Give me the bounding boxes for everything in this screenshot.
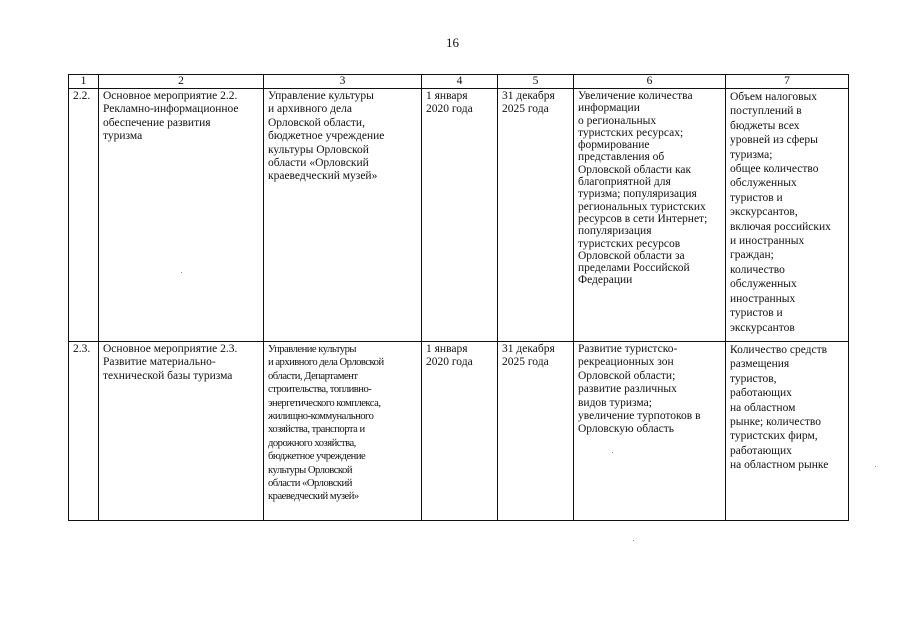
cell-text-line: туризма (103, 130, 143, 143)
cell-text-line: общее количество (730, 163, 819, 176)
cell-text-line: жилищно-коммунального (268, 411, 374, 423)
cell-text-line: Количество средств (730, 344, 828, 356)
expected-result-cell (574, 342, 726, 521)
cell-text-line: Орловскую область (578, 423, 675, 436)
cell-text-line: и архивного дела Орловской (268, 357, 384, 369)
cell-text-line: туризма; популяризация (578, 188, 697, 201)
cell-text-line: формирование (578, 139, 650, 152)
cell-text-line: Развитие туристско- (578, 343, 678, 355)
cell-text-line: Орловской области как (578, 163, 692, 176)
end-date-cell (498, 89, 574, 342)
end-date-cell (498, 342, 574, 521)
activity-name-cell (99, 342, 264, 521)
cell-text-line: экскурсантов, (730, 206, 798, 219)
cell-text-line: Основное мероприятие 2.3. (103, 343, 238, 355)
indicators-cell (726, 89, 849, 342)
start-date-cell (422, 89, 498, 342)
start-date-cell (422, 342, 498, 521)
cell-text-line: технической базы туризма (103, 369, 233, 382)
cell-text-line: области «Орловский (268, 157, 369, 170)
header-cell: 1 (69, 75, 99, 89)
executor-cell (264, 342, 422, 521)
cell-text-line: количество (730, 263, 785, 276)
executor-cell (264, 89, 422, 342)
cell-text-line: 31 декабря (502, 90, 555, 102)
cell-text-line: краеведческий музей» (268, 491, 359, 503)
cell-text-line: Управление культуры (268, 344, 357, 355)
cell-text-line: туристов, (730, 372, 777, 385)
cell-text-line: развитие различных (578, 383, 677, 396)
header-cell: 5 (498, 75, 574, 89)
cell-text-line: региональных туристских (578, 200, 706, 213)
cell-text-line: дорожного хозяйства, (268, 437, 356, 449)
indicators-cell (726, 342, 849, 521)
cell-text-line: области, Департамент (268, 370, 358, 382)
cell-text-line: работающих (730, 444, 792, 457)
cell-text-line: культуры Орловской (268, 464, 352, 476)
cell-text-line: видов туризма; (578, 396, 652, 409)
table-row (69, 89, 849, 342)
cell-text-line: туристов и (730, 191, 783, 204)
cell-text-line: информации (578, 102, 640, 115)
cell-text-line: граждан; (730, 249, 774, 262)
cell-text-line: рекреационных зон (578, 356, 674, 369)
cell-text-line: бюджеты всех (730, 119, 800, 132)
header-cell: 3 (264, 75, 422, 89)
row-number-cell: 2.3. (69, 342, 99, 521)
cell-text-line: обеспечение развития (103, 116, 211, 129)
activities-table (68, 74, 849, 521)
cell-text-line: Основное мероприятие 2.2. (103, 90, 238, 102)
table-header-row (69, 75, 849, 89)
activity-name-cell (99, 89, 264, 342)
cell-text-line: популяризация (578, 225, 652, 238)
cell-text-line: Развитие материально- (103, 356, 216, 369)
row-number-cell: 2.2. (69, 89, 99, 342)
cell-text-line: туризма; (730, 148, 773, 161)
scan-speck (612, 452, 613, 453)
cell-text-line: благоприятной для (578, 176, 671, 189)
cell-text-line: рынке; количество (730, 416, 822, 429)
cell-text-line: туристских ресурсов (578, 237, 681, 250)
cell-text-line: бюджетное учреждение (268, 451, 366, 463)
scan-speck (633, 540, 634, 541)
header-cell: 2 (99, 75, 264, 89)
scan-speck (181, 272, 182, 273)
cell-text-line: краеведческий музей» (268, 170, 378, 183)
expected-result-cell (574, 89, 726, 342)
cell-text-line: работающих (730, 387, 792, 400)
cell-text-line: и архивного дела (268, 103, 352, 116)
cell-text-line: 2020 года (426, 356, 473, 369)
cell-text-line: Орловской области; (578, 369, 676, 382)
cell-text-line: 2025 года (502, 356, 549, 369)
table-row (69, 342, 849, 521)
cell-text-line: туристских ресурсах; (578, 126, 684, 139)
cell-text-line: включая российских (730, 220, 831, 233)
cell-text-line: и иностранных (730, 235, 805, 248)
cell-text-line: обслуженных (730, 177, 797, 190)
cell-text-line: на областном (730, 401, 796, 414)
cell-text-line: туристов и (730, 307, 783, 320)
cell-text-line: Рекламно-информационное (103, 103, 239, 116)
cell-text-line: культуры Орловской (268, 143, 369, 156)
cell-text-line: иностранных (730, 292, 796, 305)
cell-text-line: Орловской области за (578, 249, 685, 262)
header-cell: 4 (422, 75, 498, 89)
page-number: 16 (446, 35, 459, 50)
cell-text-line: на областном рынке (730, 459, 829, 472)
cell-text-line: 2020 года (426, 103, 473, 116)
cell-text-line: Объем налоговых (730, 91, 818, 103)
cell-text-line: хозяйства, транспорта и (268, 424, 365, 436)
cell-text-line: 31 декабря (502, 343, 555, 355)
cell-text-line: Федерации (578, 274, 633, 287)
cell-text-line: области «Орловский (268, 478, 352, 490)
cell-text-line: представления об (578, 151, 665, 164)
cell-text-line: 2025 года (502, 103, 549, 116)
cell-text-line: 1 января (426, 343, 468, 355)
cell-text-line: 1 января (426, 90, 468, 102)
cell-text-line: энергетического комплекса, (268, 397, 381, 409)
cell-text-line: экскурсантов (730, 321, 795, 334)
cell-text-line: увеличение турпотоков в (578, 410, 701, 423)
cell-text-line: пределами Российской (578, 262, 690, 275)
cell-text-line: о региональных (578, 114, 657, 127)
header-cell: 6 (574, 75, 726, 89)
cell-text-line: размещения (730, 358, 790, 371)
cell-text-line: ресурсов в сети Интернет; (578, 212, 708, 225)
cell-text-line: Увеличение количества (578, 90, 693, 102)
cell-text-line: бюджетное учреждение (268, 130, 385, 143)
cell-text-line: обслуженных (730, 278, 797, 291)
cell-text-line: уровней из сферы (730, 134, 818, 147)
header-cell: 7 (726, 75, 849, 89)
cell-text-line: Управление культуры (268, 90, 374, 102)
cell-text-line: туристских фирм, (730, 430, 818, 443)
cell-text-line: поступлений в (730, 105, 802, 118)
scan-speck (875, 466, 876, 467)
cell-text-line: строительства, топливно- (268, 384, 372, 396)
cell-text-line: Орловской области, (268, 116, 365, 129)
